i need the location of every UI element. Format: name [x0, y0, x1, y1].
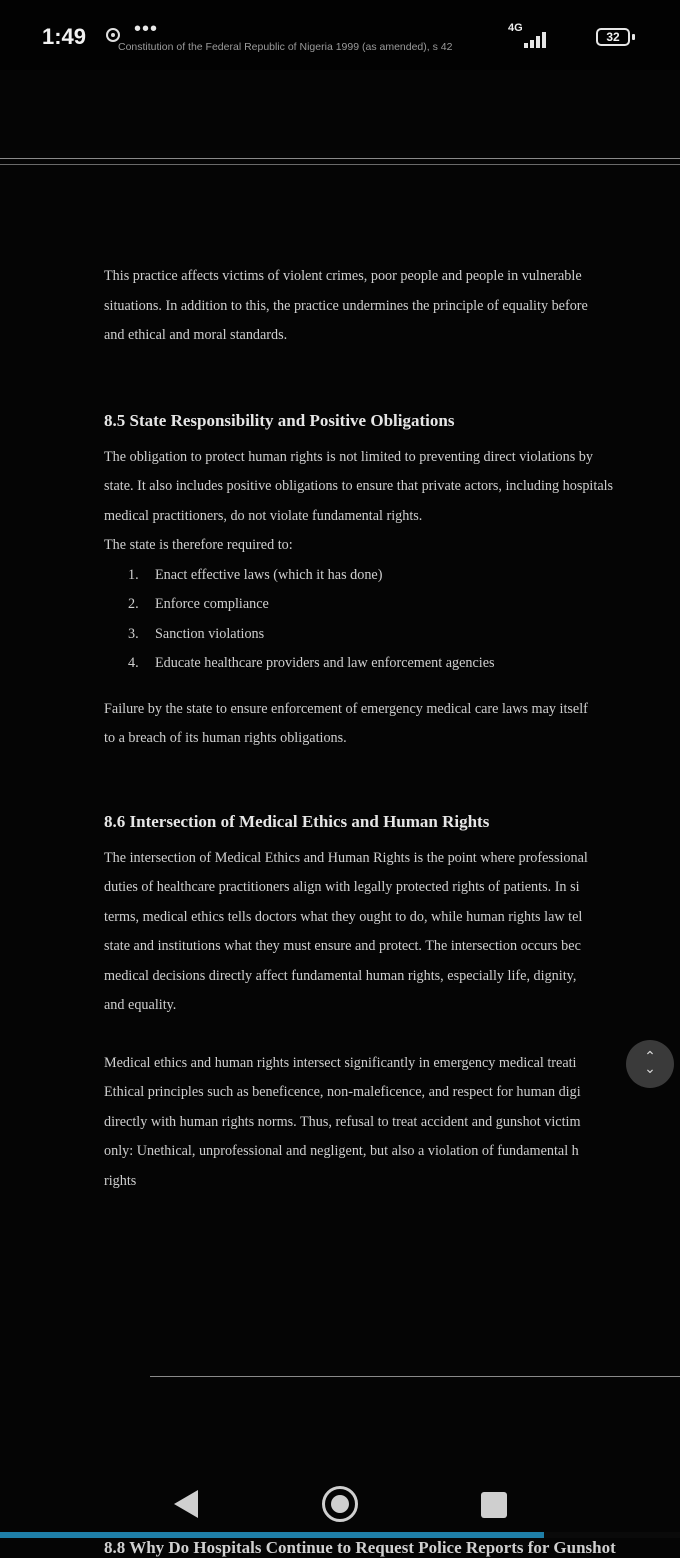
network-type: 4G	[508, 22, 523, 34]
back-icon[interactable]	[174, 1490, 198, 1518]
text-line: rights	[104, 1172, 137, 1189]
section-8-6-paragraph-2	[104, 1049, 680, 1197]
text-line: and ethical and moral standards.	[104, 327, 288, 343]
home-icon[interactable]	[322, 1486, 358, 1522]
text-line: medical practitioners, do not violate fundamental rights.	[104, 507, 423, 524]
text-line: state. It also includes positive obligations to ensure that private actors, including hospitals	[104, 478, 614, 494]
text-line: Ethical principles such as beneficence, non-maleficence, and respect for human digi	[104, 1084, 581, 1100]
battery-indicator: 32	[596, 28, 630, 46]
section-8-5-closing	[104, 695, 680, 754]
section-heading-8-5: 8.5 State Responsibility and Positive Obligations	[104, 410, 455, 430]
scroll-handle-icon[interactable]: ⌃ ⌄	[626, 1040, 674, 1088]
text-line: The intersection of Medical Ethics and Human Rights is the point where professional	[104, 849, 588, 866]
battery-tip	[632, 34, 635, 40]
text-line: state and institutions what they must ensure and protect. The intersection occurs bec	[104, 938, 581, 954]
text-line: only: Unethical, unprofessional and negligent, but also a violation of fundamental h	[104, 1143, 579, 1159]
list-item: 3. Sanction violations	[128, 625, 265, 642]
page-divider	[0, 158, 680, 159]
page-divider	[0, 164, 680, 165]
text-line: medical decisions directly affect fundamental human rights, especially life, dignity,	[104, 967, 577, 984]
text-line: situations. In addition to this, the practice undermines the principle of equality before	[104, 297, 588, 314]
page-divider	[150, 1376, 680, 1377]
text-line: and equality.	[104, 997, 177, 1013]
clock: 1:49	[42, 24, 87, 49]
notification-icon	[106, 28, 120, 42]
text-line: The obligation to protect human rights is not limited to preventing direct violations by	[104, 448, 593, 465]
text-line: to a breach of its human rights obligations.	[104, 730, 347, 746]
text-line: directly with human rights norms. Thus, refusal to treat accident and gunshot victim	[104, 1113, 581, 1130]
section-8-5-paragraph	[104, 443, 680, 532]
recent-apps-icon[interactable]	[481, 1492, 507, 1518]
section-8-6-paragraph	[104, 844, 680, 1021]
intro-paragraph	[104, 262, 680, 351]
more-notifications-icon: •••	[134, 18, 159, 40]
status-bar	[0, 0, 680, 70]
list-intro: The state is therefore required to:	[104, 537, 293, 553]
text-line: Failure by the state to ensure enforcement of emergency medical care laws may itself	[104, 700, 588, 717]
document-body	[104, 262, 680, 1196]
list-item: 4. Educate healthcare providers and law enforcement agencies	[128, 655, 495, 671]
list-item: 1. Enact effective laws (which it has done)	[128, 566, 383, 583]
obligations-list	[104, 561, 680, 679]
text-line: terms, medical ethics tells doctors what they ought to do, while human rights law tel	[104, 908, 583, 925]
next-section-heading: 8.8 Why Do Hospitals Continue to Request Police Reports for Gunshot	[104, 1538, 616, 1557]
list-item: 2. Enforce compliance	[128, 596, 269, 612]
section-heading-8-6: 8.6 Intersection of Medical Ethics and Human Rights	[104, 811, 490, 831]
signal-icon	[524, 32, 550, 48]
text-line: Medical ethics and human rights intersect significantly in emergency medical treati	[104, 1054, 577, 1071]
text-line: This practice affects victims of violent crimes, poor people and people in vulnerable	[104, 268, 582, 284]
page-header: Constitution of the Federal Republic of Nigeria 1999 (as amended), s 42	[118, 41, 453, 53]
text-line: duties of healthcare practitioners align with legally protected rights of patients. In si	[104, 879, 580, 895]
